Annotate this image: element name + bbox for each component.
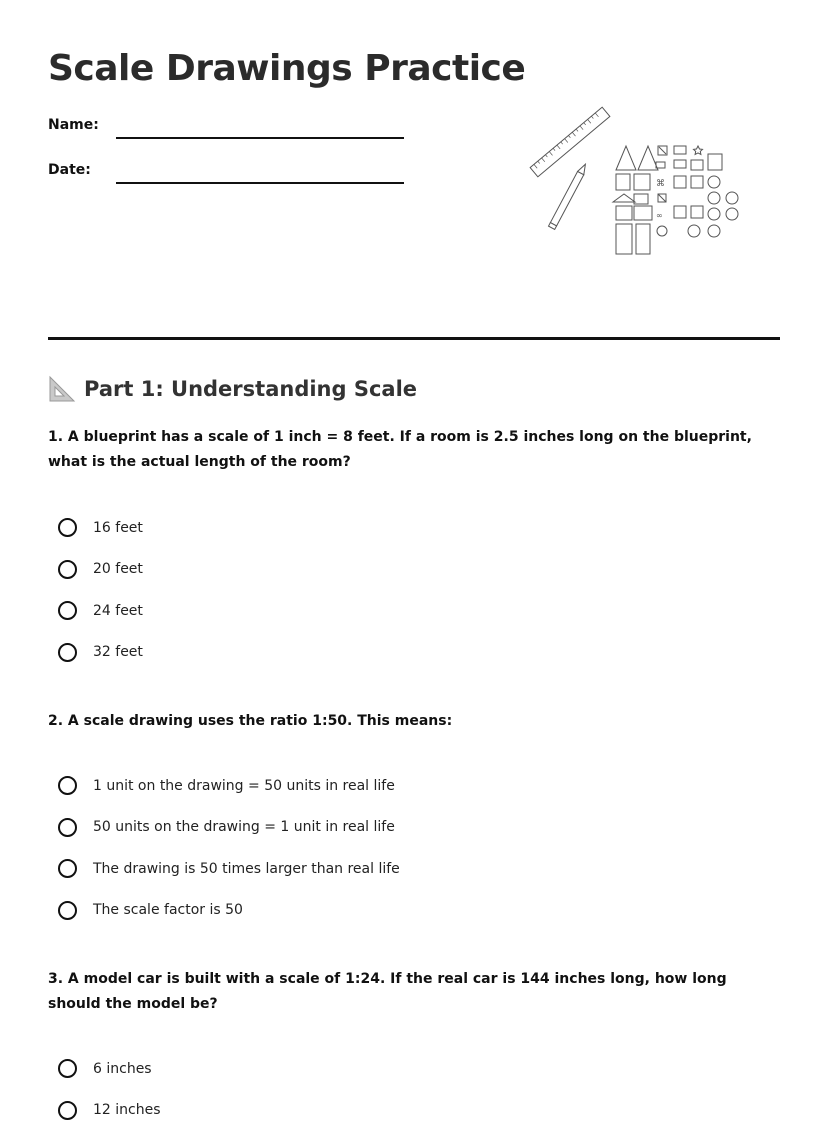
section-title: Part 1: Understanding Scale — [84, 377, 417, 401]
option-label: The scale factor is 50 — [93, 902, 243, 918]
option-2a[interactable] — [58, 765, 400, 807]
set-square-icon — [48, 375, 76, 403]
option-label: 6 inches — [93, 1061, 152, 1077]
option-2d[interactable] — [58, 890, 400, 932]
radio-button[interactable] — [58, 818, 77, 837]
question-2: 2. A scale drawing uses the ratio 1:50. This means: — [48, 709, 780, 734]
radio-button[interactable] — [58, 901, 77, 920]
option-label: 1 unit on the drawing = 50 units in real life — [93, 778, 395, 794]
radio-button[interactable] — [58, 776, 77, 795]
option-1a[interactable] — [58, 507, 143, 549]
radio-button[interactable] — [58, 1101, 77, 1120]
radio-button[interactable] — [58, 1059, 77, 1078]
option-label: 50 units on the drawing = 1 unit in real life — [93, 819, 395, 835]
ruler-pencil-shapes-icon — [528, 98, 740, 260]
section-header — [48, 374, 417, 404]
option-2c[interactable] — [58, 848, 400, 890]
option-label: 12 inches — [93, 1102, 161, 1118]
option-label: 24 feet — [93, 603, 143, 619]
name-line[interactable] — [116, 137, 404, 139]
question-1: 1. A blueprint has a scale of 1 inch = 8 feet. If a room is 2.5 inches long on the blueprint, what is the actual length of the room? — [48, 425, 780, 475]
option-2b[interactable] — [58, 807, 400, 849]
option-label: The drawing is 50 times larger than real life — [93, 861, 400, 877]
question-3: 3. A model car is built with a scale of 1:24. If the real car is 144 inches long, how long should the model be? — [48, 967, 780, 1017]
question-2-options — [58, 765, 400, 931]
option-label: 16 feet — [93, 520, 143, 536]
option-1b[interactable] — [58, 549, 143, 591]
date-field[interactable] — [48, 162, 408, 188]
option-3a[interactable] — [58, 1048, 161, 1090]
date-label: Date: — [48, 162, 91, 178]
section-divider — [48, 337, 780, 340]
option-1c[interactable] — [58, 590, 143, 632]
svg-text:⌘: ⌘ — [656, 179, 665, 189]
radio-button[interactable] — [58, 601, 77, 620]
question-1-options — [58, 507, 143, 673]
option-3b[interactable] — [58, 1090, 161, 1131]
radio-button[interactable] — [58, 643, 77, 662]
radio-button[interactable] — [58, 859, 77, 878]
option-1d[interactable] — [58, 632, 143, 674]
date-line[interactable] — [116, 182, 404, 184]
svg-text:∞: ∞ — [656, 211, 663, 220]
option-label: 20 feet — [93, 561, 143, 577]
option-label: 32 feet — [93, 644, 143, 660]
radio-button[interactable] — [58, 560, 77, 579]
question-3-options — [58, 1048, 161, 1131]
radio-button[interactable] — [58, 518, 77, 537]
name-label: Name: — [48, 117, 99, 133]
name-field[interactable] — [48, 117, 408, 143]
page-title: Scale Drawings Practice — [48, 48, 525, 89]
